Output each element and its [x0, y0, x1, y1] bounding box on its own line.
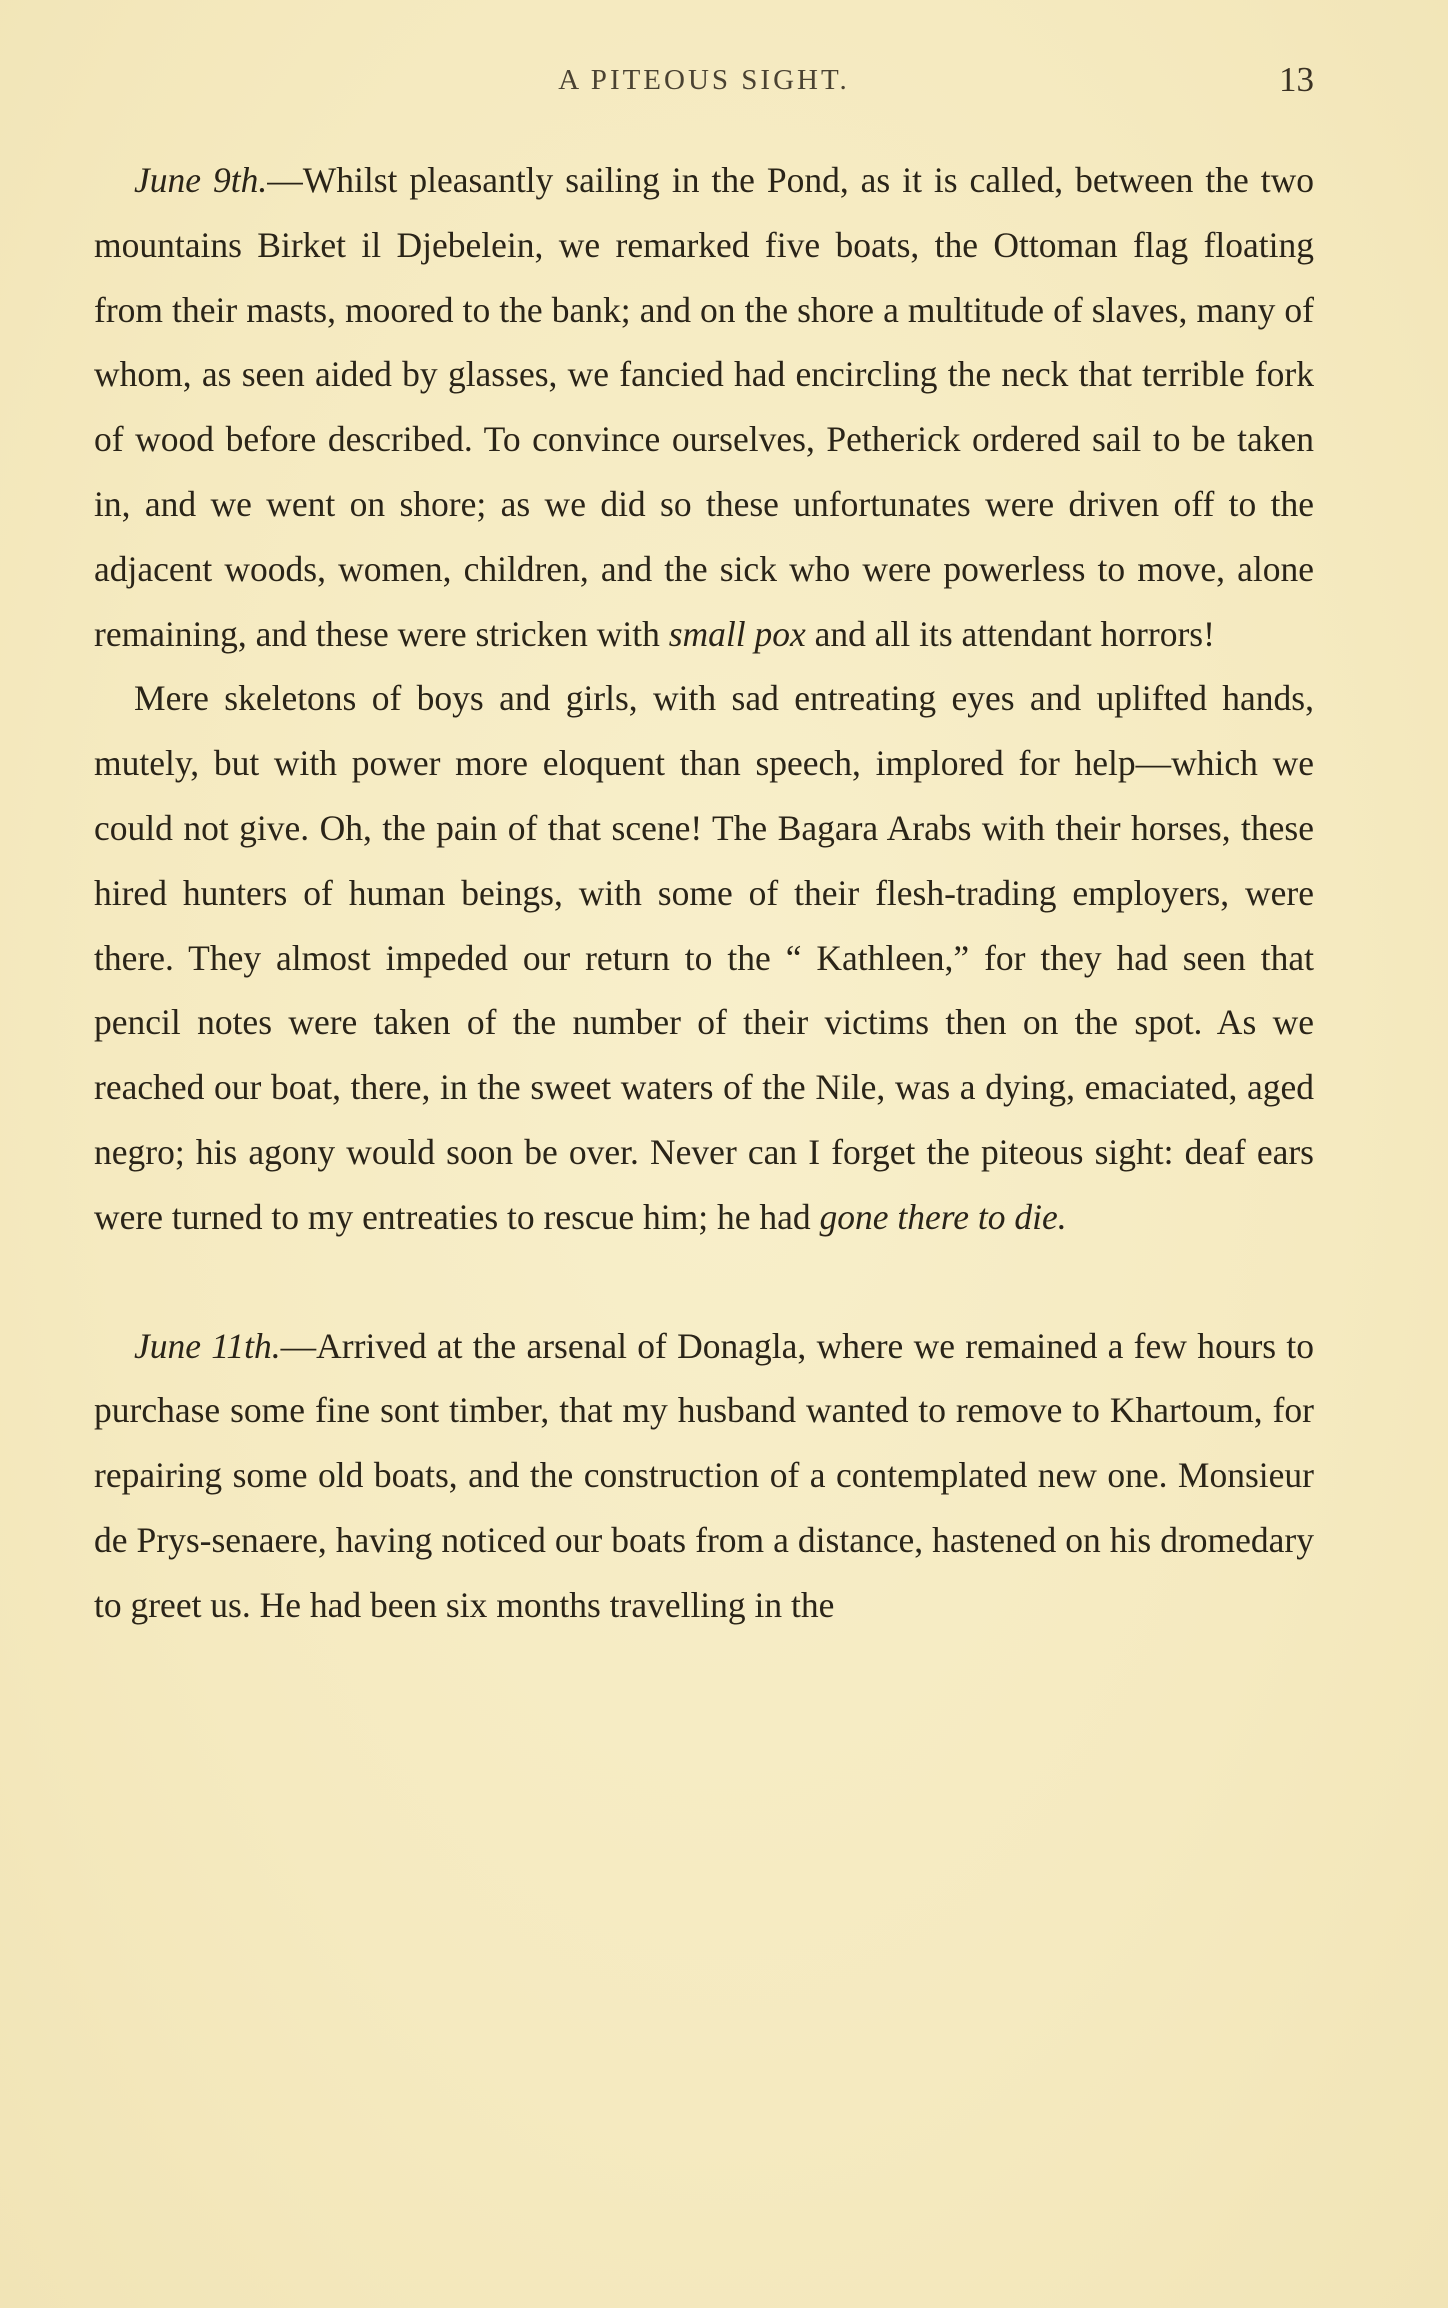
page-number: 13	[1279, 60, 1314, 99]
date-heading: June 9th.	[134, 160, 268, 200]
running-title: A PITEOUS SIGHT.	[558, 64, 850, 96]
paragraph-text: —Arrived at the arsenal of Donagla, where we remained a few hours to purchase some fine sont timber, that my husband wanted to remove to Khartoum, for repairing some old boats, and the construction of a contemplated new one. Monsieur de Prys-senaere, having noticed our boats from a distance, hastened on his dromedary to greet us. He had been six months travelling in the	[94, 1325, 1314, 1625]
paragraph-text: —Whilst pleasantly sailing in the Pond, as it is called, between the two mountains Birket il Djebelein, we remarked five boats, the Ottoman flag floating from their masts, moored to the bank; and on the shore a multitude of slaves, many of whom, as seen aided by glasses, we fancied had encircling the neck that terrible fork of wood before described. To convince ourselves, Petherick ordered sail to be taken in, and we went on shore; as we did so these unfortunates were driven off to the adjacent woods, women, children, and the sick who were powerless to move, alone remaining, and these were stricken with	[94, 160, 1314, 654]
paragraph-text: and all its attendant horrors!	[805, 613, 1215, 654]
date-heading: June 11th.	[134, 1325, 281, 1366]
italic-phrase: small pox	[668, 613, 806, 654]
paragraph-june-9	[94, 148, 1314, 666]
running-head	[94, 56, 1314, 106]
body-text	[94, 148, 1314, 1638]
italic-phrase: gone there to die.	[819, 1196, 1067, 1237]
paragraph-june-11	[94, 1314, 1314, 1638]
paragraph-skeletons	[94, 666, 1314, 1249]
paragraph-text: Mere skeletons of boys and girls, with sad entreating eyes and uplifted hands, mutely, but with power more eloquent than speech, implored for help—which we could not give. Oh, the pain of that scene! The Bagara Arabs with their horses, these hired hunters of human beings, with some of their flesh-trading employers, were there. They almost impeded our return to the “ Kathleen,” for they had seen that pencil notes were taken of the number of their victims then on the spot. As we reached our boat, there, in the sweet waters of the Nile, was a dying, emaciated, aged negro; his agony would soon be over. Never can I forget the piteous sight: deaf ears were turned to my entreaties to rescue him; he had	[94, 678, 1314, 1237]
